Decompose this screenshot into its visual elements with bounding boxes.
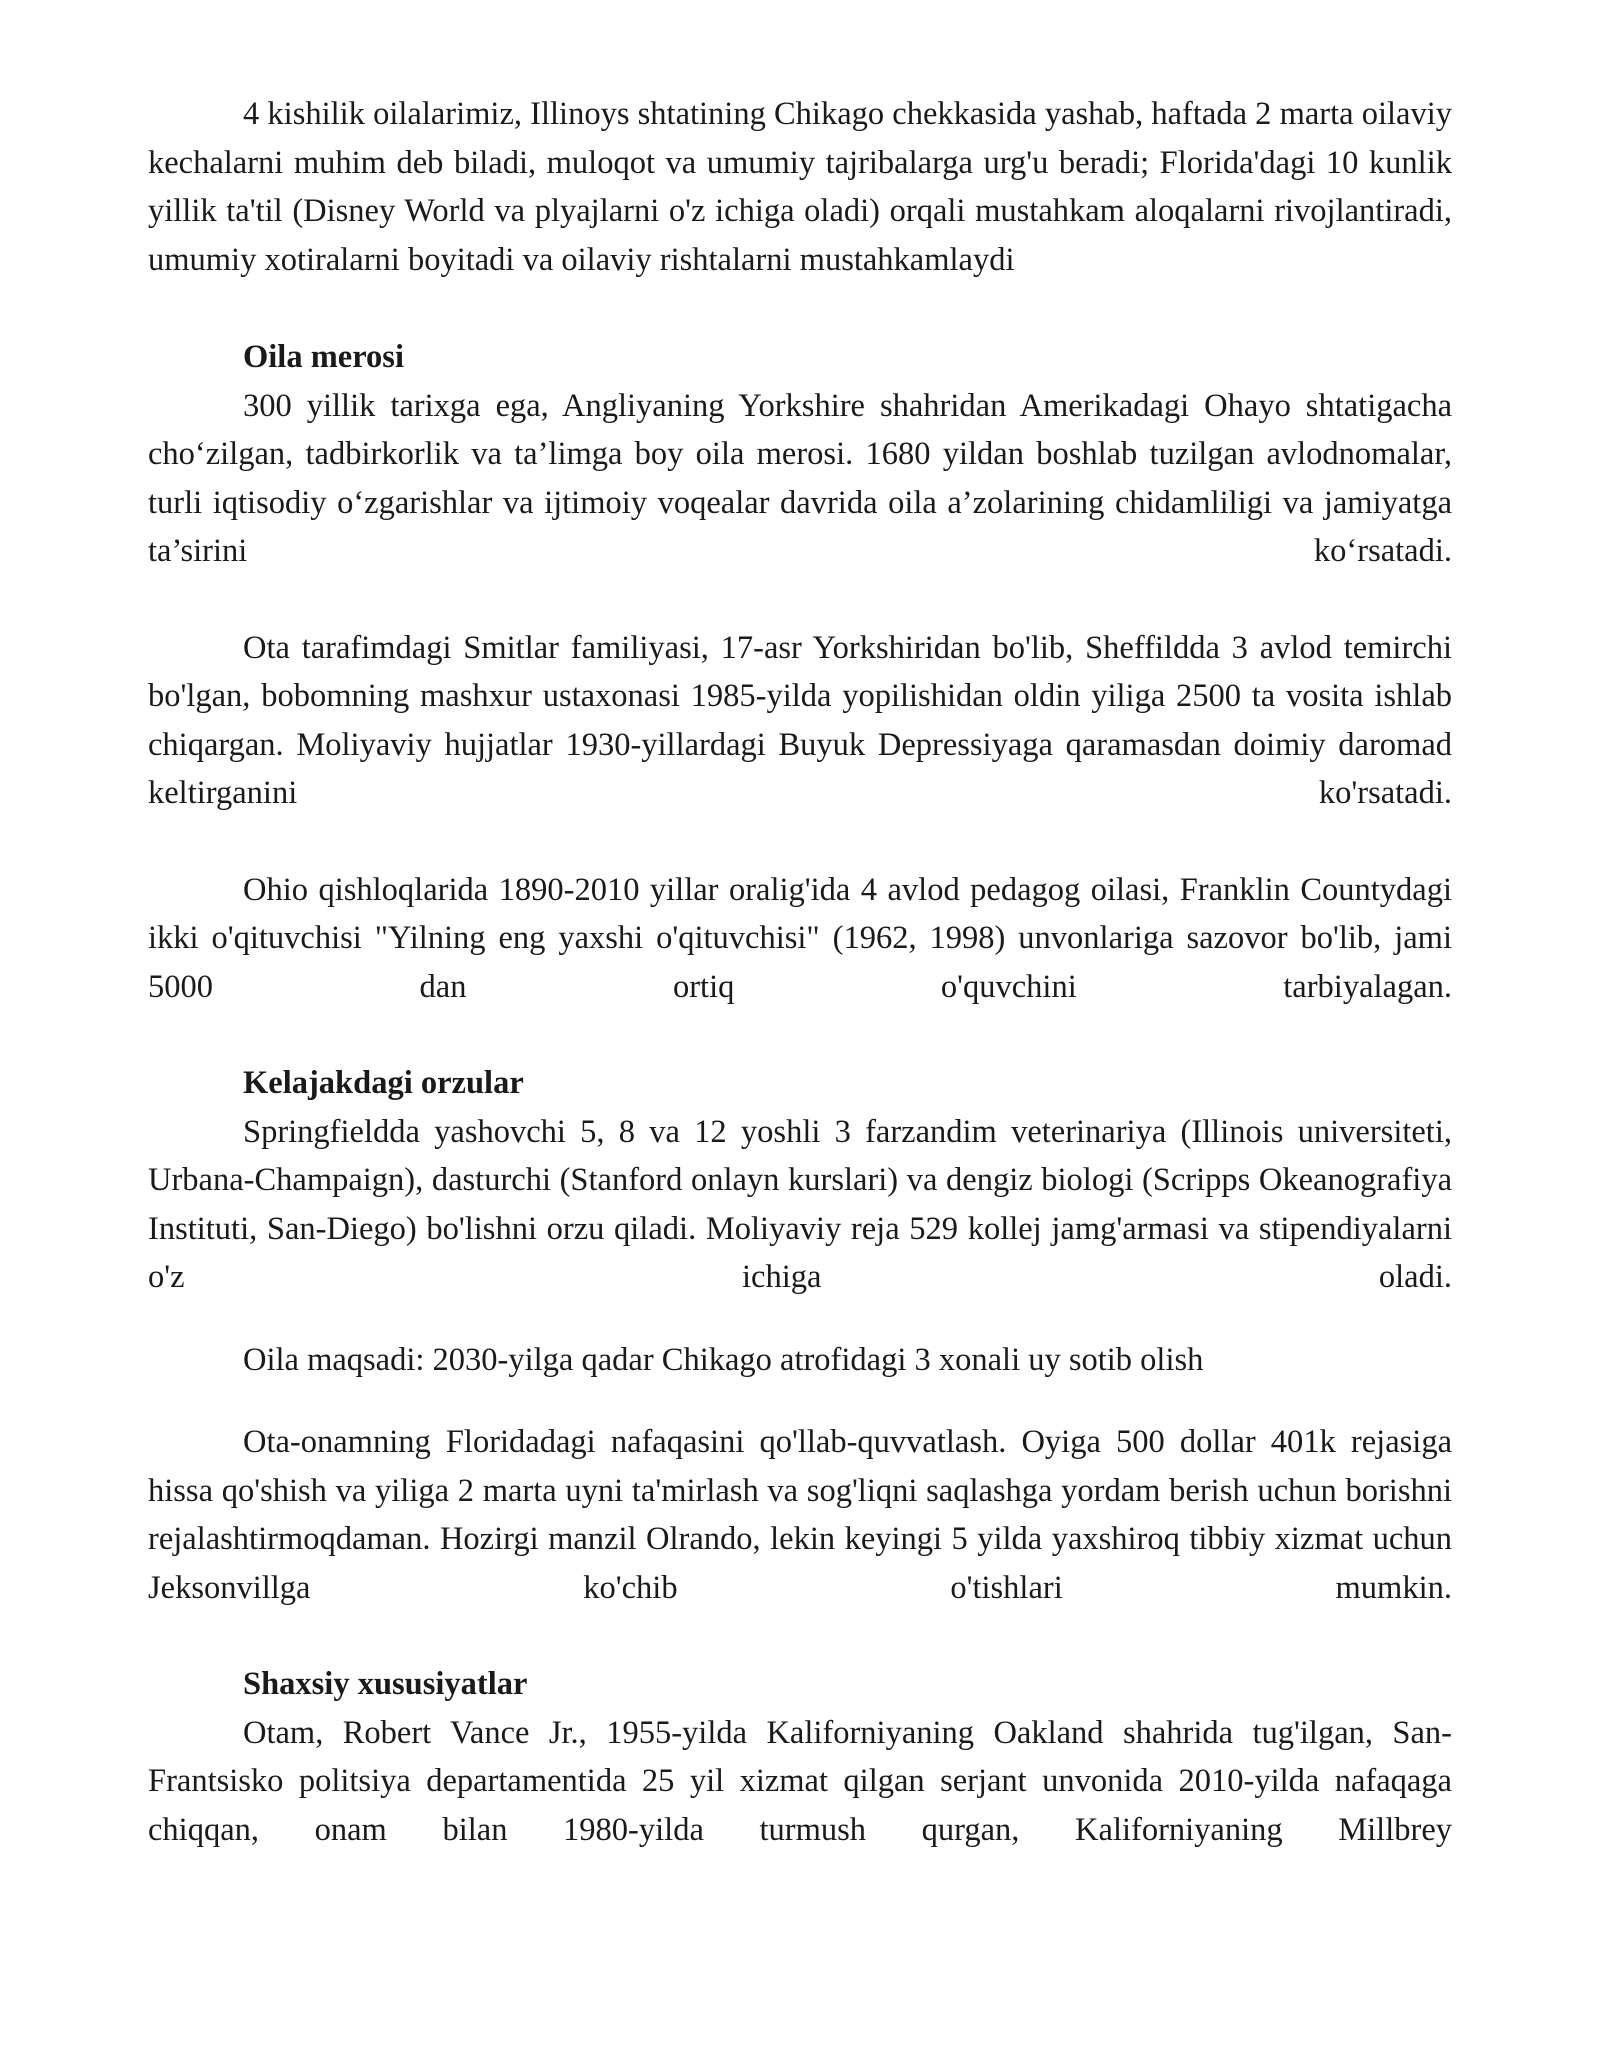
dreams-paragraph-1: Springfieldda yashovchi 5, 8 va 12 yoshli 3 farzandim veterinariya (Illinois universiteti, Urbana-Champaign), dasturchi (Stanford onlayn kurslari) va dengiz biologi (Scripps Okeanografiya Instituti, San-Diego) bo'lishni orzu qiladi. Moliyaviy reja 529 kollej jamg'armasi va stipendiyalarni o'z ichiga oladi. bbox=[148, 1113, 1452, 1295]
document-page bbox=[148, 90, 1452, 1854]
personal-heading: Shaxsiy xususiyatlar bbox=[243, 1666, 528, 1702]
heritage-paragraph-3: Ohio qishloqlarida 1890-2010 yillar oralig'ida 4 avlod pedagog oilasi, Franklin Countydagi ikki o'qituvchisi "Yilning eng yaxshi o'qituvchisi" (1962, 1998) unvonlariga sazovor bo'lib, jami 5000 dan ortiq o'quvchini tarbiyalagan. bbox=[148, 871, 1452, 1005]
dreams-paragraph-2: Oila maqsadi: 2030-yilga qadar Chikago atrofidagi 3 xonali uy sotib olish bbox=[243, 1341, 1204, 1378]
personal-paragraph-1: Otam, Robert Vance Jr., 1955-yilda Kaliforniyaning Oakland shahrida tug'ilgan, San-Frantsisko politsiya departamentida 25 yil xizmat qilgan serjant unvonida 2010-yilda nafaqaga chiqqan, onam bilan 1980-yilda turmush qurgan, Kaliforniyaning Millbrey bbox=[148, 1714, 1452, 1848]
heritage-heading: Oila merosi bbox=[243, 339, 404, 375]
dreams-paragraph-3: Ota-onamning Floridadagi nafaqasini qo'llab-quvvatlash. Oyiga 500 dollar 401k rejasiga hissa qo'shish va yiliga 2 marta uyni ta'mirlash va sog'liqni saqlashga yordam berish uchun borishni rejalashtirmoqdaman. Hozirgi manzil Olrando, lekin keyingi 5 yilda yaxshiroq tibbiy xizmat uchun Jeksonvillga ko'chib o'tishlari mumkin. bbox=[148, 1424, 1452, 1606]
heritage-paragraph-2: Ota tarafimdagi Smitlar familiyasi, 17-asr Yorkshiridan bo'lib, Sheffildda 3 avlod temirchi bo'lgan, bobomning mashxur ustaxonasi 1985-yilda yopilishidan oldin yiliga 2500 ta vosita ishlab chiqargan. Moliyaviy hujjatlar 1930-yillardagi Buyuk Depressiyaga qaramasdan doimiy daromad keltirganini ko'rsatadi. bbox=[148, 629, 1452, 811]
intro-paragraph: 4 kishilik oilalarimiz, Illinoys shtatining Chikago chekkasida yashab, haftada 2 marta oilaviy kechalarni muhim deb biladi, muloqot va umumiy tajribalarga urg'u beradi; Florida'dagi 10 kunlik yillik ta'til (Disney World va plyajlarni o'z ichiga oladi) orqali mustahkam aloqalarni rivojlantiradi, umumiy xotiralarni boyitadi va oilaviy rishtalarni mustahkamlaydi bbox=[148, 96, 1452, 278]
dreams-heading: Kelajakdagi orzular bbox=[243, 1065, 524, 1101]
heritage-paragraph-1: 300 yillik tarixga ega, Angliyaning Yorkshire shahridan Amerikadagi Ohayo shtatigacha cho‘zilgan, tadbirkorlik va ta’limga boy oila merosi. 1680 yildan boshlab tuzilgan avlodnomalar, turli iqtisodiy o‘zgarishlar va ijtimoiy voqealar davrida oila a’zolarining chidamliligi va jamiyatga ta’sirini ko‘rsatadi. bbox=[148, 387, 1452, 569]
